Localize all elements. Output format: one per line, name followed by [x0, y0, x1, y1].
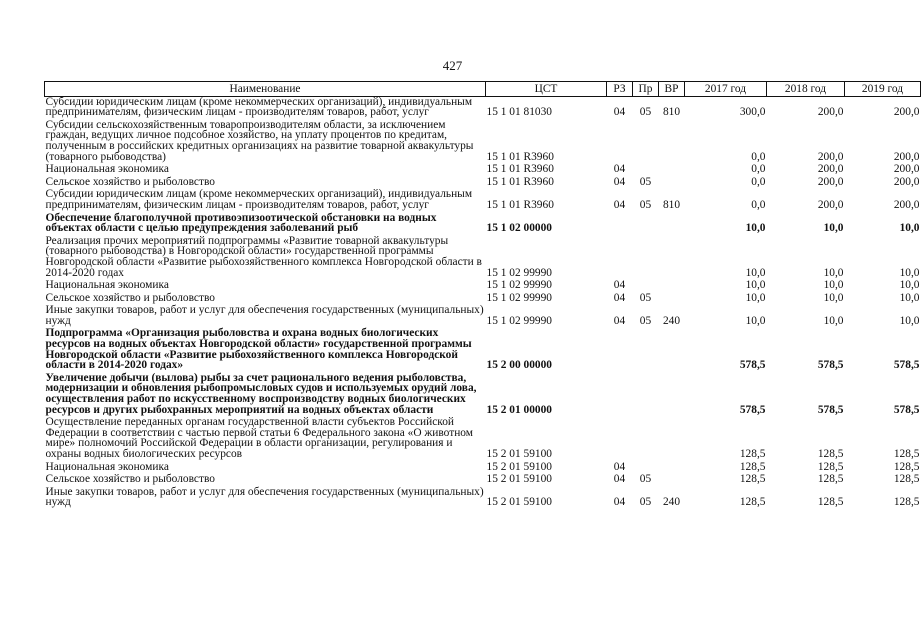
budget-table	[44, 81, 921, 510]
cell-y2017: 128,5	[739, 460, 766, 473]
cell-y2018: 128,5	[817, 460, 844, 473]
cell-y2019: 10,0	[899, 279, 920, 292]
table-header-row	[45, 82, 921, 97]
cell-vr	[659, 177, 685, 190]
cell-cst: 15 1 02 00000	[486, 222, 552, 235]
cell-vr	[659, 213, 685, 236]
cell-y2017: 10,0	[745, 291, 766, 304]
cell-name: Национальная экономика	[45, 163, 169, 176]
cell-cst: 15 1 01 R3960	[486, 150, 554, 163]
cell-y2017: 128,5	[739, 496, 766, 509]
table-row	[45, 305, 921, 328]
table-row	[45, 328, 921, 372]
cell-cst: 15 2 01 59100	[486, 496, 552, 509]
cell-name: Иные закупки товаров, работ и услуг для обеспечения государственных (муниципальных) нужд	[45, 304, 484, 327]
cell-y2017: 10,0	[745, 222, 766, 235]
cell-vr	[659, 236, 685, 280]
cell-name: Иные закупки товаров, работ и услуг для обеспечения государственных (муниципальных) нужд	[45, 485, 484, 509]
cell-y2017: 0,0	[751, 150, 766, 163]
cell-name: Обеспечение благополучной противоэпизоотической обстановки на водных объектах области с целью предупреждения заболеваний рыб	[45, 211, 437, 235]
cell-name: Осуществление переданных органам государственной власти субъектов Российской Федерации в соответствии с частью первой статьи 6 Федерального закона «О животном мире» полномочий Российской Федерации в области организации, регулирования и охраны водных биологических ресурсов	[45, 416, 473, 460]
cell-pr	[633, 373, 659, 417]
cell-y2018: 128,5	[817, 448, 844, 460]
header-pr: Пр	[633, 82, 659, 97]
cell-cst: 15 1 01 R3960	[486, 198, 554, 211]
cell-y2019: 128,5	[893, 460, 920, 473]
cell-rz	[607, 417, 633, 461]
cell-rz: 04	[613, 198, 626, 211]
cell-rz: 04	[613, 496, 626, 509]
cell-cst: 15 1 01 R3960	[486, 163, 554, 176]
cell-vr	[659, 164, 685, 177]
cell-y2019: 10,0	[899, 291, 920, 304]
header-2019: 2019 год	[845, 82, 921, 97]
cell-vr	[659, 462, 685, 475]
table-row	[45, 280, 921, 293]
cell-y2017: 10,0	[745, 266, 766, 279]
cell-rz	[607, 373, 633, 417]
cell-cst: 15 2 01 59100	[486, 460, 552, 473]
cell-pr: 05	[639, 198, 652, 211]
cell-y2018: 200,0	[817, 150, 844, 163]
cell-y2018: 10,0	[823, 291, 844, 304]
cell-rz: 04	[613, 163, 626, 176]
cell-y2018: 128,5	[817, 473, 844, 486]
cell-y2019: 200,0	[893, 198, 920, 211]
cell-name: Сельское хозяйство и рыболовство	[45, 291, 215, 304]
header-vr: ВР	[659, 82, 685, 97]
cell-y2019: 128,5	[893, 448, 920, 460]
cell-name: Сельское хозяйство и рыболовство	[45, 175, 215, 188]
cell-y2019: 200,0	[893, 175, 920, 188]
table-row	[45, 213, 921, 236]
cell-name: Субсидии юридическим лицам (кроме некоммерческих организаций), индивидуальным предпринимателям, физическим лицам - производителям товаров, работ, услуг	[45, 188, 473, 211]
cell-pr	[633, 328, 659, 372]
cell-cst: 15 2 00 00000	[486, 359, 552, 372]
cell-pr	[633, 280, 659, 293]
cell-vr	[659, 293, 685, 306]
header-rz: РЗ	[607, 82, 633, 97]
cell-vr: 240	[662, 496, 681, 509]
table-row	[45, 236, 921, 280]
cell-y2019: 200,0	[893, 106, 920, 119]
cell-name: Субсидии сельскохозяйственным товаропроизводителям области, за исключением граждан, ведущих личное подсобное хозяйство, на уплату процентов по кредитам, полученным в российских кредитных организациях на развитие товарной аквакультуры (товарного рыбоводства)	[45, 118, 474, 163]
cell-name: Национальная экономика	[45, 279, 169, 292]
cell-y2017: 10,0	[745, 314, 766, 327]
cell-pr: 05	[639, 175, 652, 188]
cell-y2019: 10,0	[899, 266, 920, 279]
cell-y2018: 10,0	[823, 279, 844, 292]
cell-vr	[659, 328, 685, 372]
cell-y2018: 200,0	[817, 175, 844, 188]
table-row	[45, 373, 921, 417]
cell-pr	[633, 164, 659, 177]
cell-y2019: 200,0	[893, 150, 920, 163]
header-2017: 2017 год	[685, 82, 767, 97]
cell-y2018: 200,0	[817, 198, 844, 211]
cell-name: Сельское хозяйство и рыболовство	[45, 473, 215, 486]
cell-y2017: 128,5	[739, 448, 766, 460]
cell-cst: 15 2 01 00000	[486, 403, 552, 416]
cell-cst: 15 1 02 99990	[486, 291, 552, 304]
table-row	[45, 96, 921, 120]
cell-vr	[659, 280, 685, 293]
table-row	[45, 487, 921, 510]
cell-vr	[659, 417, 685, 461]
cell-y2019: 10,0	[899, 222, 920, 235]
table-row	[45, 164, 921, 177]
cell-rz: 04	[613, 314, 626, 327]
cell-rz	[607, 328, 633, 372]
cell-vr	[659, 120, 685, 164]
cell-pr: 05	[639, 314, 652, 327]
cell-y2018: 200,0	[817, 163, 844, 176]
cell-name: Увеличение добычи (вылова) рыбы за счет рационального ведения рыболовства, модернизации и обновления рыбопромысловых судов и используемых орудий лова, осуществления работ по искусственному воспроизводству водных биологических ресурсов и других рыбохранных мероприятий на водных объектах области	[45, 371, 477, 416]
cell-cst: 15 1 02 99990	[486, 314, 552, 327]
cell-rz	[607, 236, 633, 280]
cell-pr: 05	[639, 106, 652, 119]
cell-name: Реализация прочих мероприятий подпрограммы «Развитие товарной аквакультуры (товарного рыбоводства) в Новгородской области» государственной программы Новгородской области «Развитие рыбохозяйственного комплекса Новгородской области в 2014-2020 годах	[45, 234, 482, 279]
cell-pr: 05	[639, 473, 652, 486]
page-number: 427	[442, 58, 463, 73]
cell-y2019: 128,5	[893, 496, 920, 509]
cell-y2019: 128,5	[893, 473, 920, 486]
cell-y2018: 10,0	[823, 266, 844, 279]
cell-y2017: 0,0	[751, 198, 766, 211]
cell-y2017: 10,0	[745, 279, 766, 292]
cell-y2019: 10,0	[899, 314, 920, 327]
header-2018: 2018 год	[767, 82, 845, 97]
cell-rz: 04	[613, 175, 626, 188]
cell-rz: 04	[613, 460, 626, 473]
cell-y2017: 300,0	[739, 106, 766, 119]
cell-y2018: 578,5	[817, 359, 844, 372]
cell-y2017: 578,5	[739, 403, 766, 416]
cell-rz	[607, 213, 633, 236]
cell-y2018: 578,5	[817, 403, 844, 416]
cell-y2019: 200,0	[893, 163, 920, 176]
cell-rz: 04	[613, 291, 626, 304]
cell-rz: 04	[613, 279, 626, 292]
table-body	[45, 96, 921, 510]
cell-pr	[633, 417, 659, 461]
cell-cst: 15 1 01 81030	[486, 106, 552, 119]
cell-pr	[633, 236, 659, 280]
cell-cst: 15 1 02 99990	[486, 266, 552, 279]
cell-vr	[659, 373, 685, 417]
cell-cst: 15 1 01 R3960	[486, 175, 554, 188]
cell-y2017: 0,0	[751, 175, 766, 188]
cell-cst: 15 1 02 99990	[486, 279, 552, 292]
cell-y2018: 10,0	[823, 314, 844, 327]
cell-name: Субсидии юридическим лицам (кроме некоммерческих организаций), индивидуальным предпринимателям, физическим лицам - производителям товаров, работ, услуг	[45, 95, 473, 119]
cell-name: Подпрограмма «Организация рыболовства и охрана водных биологических ресурсов на водных объектах Новгородской области» государственной программы Новгородской области «Развитие рыбохозяйственного комплекса Новгородской области в 2014-2020 годах»	[45, 327, 472, 372]
cell-y2018: 200,0	[817, 106, 844, 119]
cell-y2018: 10,0	[823, 222, 844, 235]
cell-cst: 15 2 01 59100	[486, 448, 552, 460]
table-row	[45, 474, 921, 487]
cell-pr	[633, 213, 659, 236]
cell-vr: 240	[662, 314, 681, 327]
cell-rz	[607, 120, 633, 164]
cell-cst: 15 2 01 59100	[486, 473, 552, 486]
table-row	[45, 189, 921, 212]
cell-y2017: 0,0	[751, 163, 766, 176]
cell-y2019: 578,5	[893, 403, 920, 416]
cell-vr: 810	[662, 106, 681, 119]
header-name: Наименование	[45, 82, 486, 97]
cell-y2017: 578,5	[739, 359, 766, 372]
cell-pr: 05	[639, 291, 652, 304]
cell-rz: 04	[613, 473, 626, 486]
cell-name: Национальная экономика	[45, 460, 169, 473]
table-row	[45, 417, 921, 461]
table-row	[45, 120, 921, 164]
header-cst: ЦСТ	[486, 82, 607, 97]
cell-vr	[659, 474, 685, 487]
cell-vr: 810	[662, 198, 681, 211]
cell-y2017: 128,5	[739, 473, 766, 486]
cell-rz: 04	[613, 106, 626, 119]
cell-y2019: 578,5	[893, 359, 920, 372]
cell-pr: 05	[639, 496, 652, 509]
cell-pr	[633, 120, 659, 164]
cell-y2018: 128,5	[817, 496, 844, 509]
